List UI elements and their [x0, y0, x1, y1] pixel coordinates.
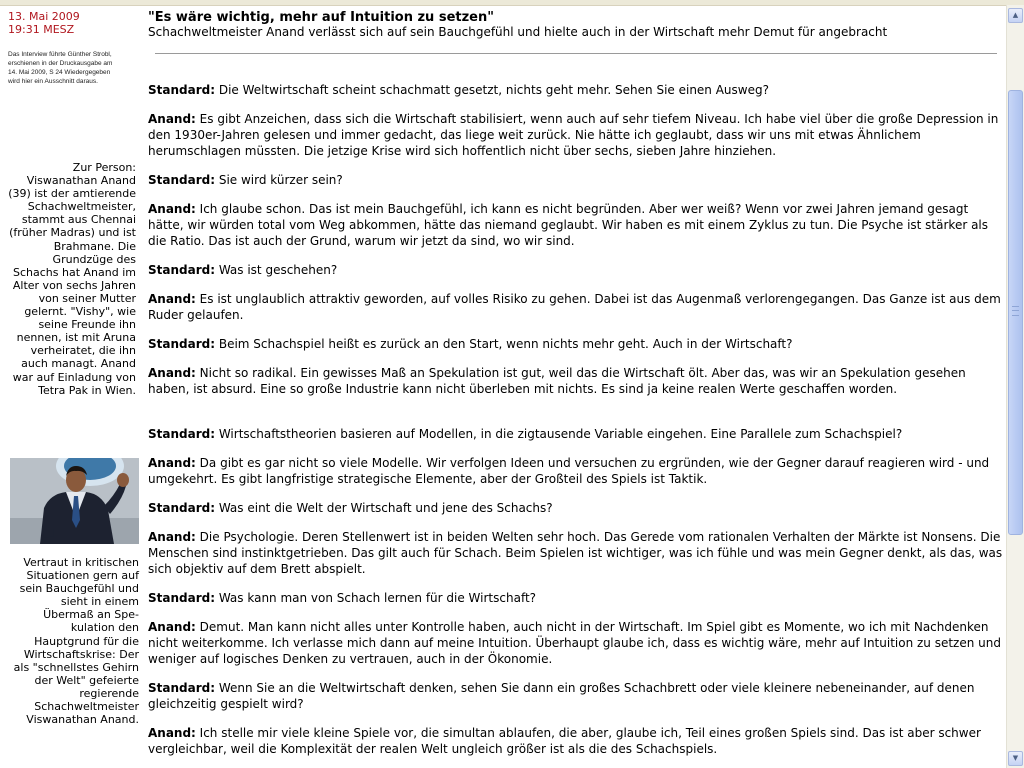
paragraph-text: Ich glaube schon. Das ist mein Bauchgefühl, ich kann es nicht begründen. Aber wer weiß? Wenn vor zwei Jahren jemand gesagt hätte, wir würden total vom Weg abkommen, hätte das niemand geglaubt. Wir haben es mit einem Zyklus zu tun. Die Psyche ist stärker als die Ratio. Das ist auch der Grund, warum wir jetzt da sind, wo wir sind.: [148, 202, 989, 248]
interview-paragraph: [148, 262, 1004, 278]
paragraph-text: Ich stelle mir viele kleine Spiele vor, die simultan ablaufen, die aber, glaube ich, Teil eines großen Spiels sind. Das ist aber schwer vergleichbar, weil die Komplexität der realen Welt ungleich größer ist als die des Schachspiels.: [148, 726, 981, 756]
interview-paragraph: [148, 500, 1004, 516]
speaker-label: Standard:: [148, 83, 216, 97]
speaker-label: Anand:: [148, 112, 196, 126]
scrollbar-thumb[interactable]: [1008, 90, 1023, 535]
paragraph-text: Beim Schachspiel heißt es zurück an den Start, wenn nichts mehr geht. Auch in der Wirtschaft?: [215, 337, 793, 351]
interview-paragraph: [148, 201, 1004, 249]
speaker-label: Anand:: [148, 620, 196, 634]
paragraph-text: Sie wird kürzer sein?: [215, 173, 343, 187]
paragraph-text: Nicht so radikal. Ein gewisses Maß an Spekulation ist gut, weil das die Wirtschaft ölt. Aber das, was wir an Spekulation gesehen haben, ist absurd. Eine so große Industrie kann nicht überleben mit nichts. Es sind ja keine realen Werte geschaffen worden.: [148, 366, 966, 396]
speaker-label: Anand:: [148, 726, 196, 740]
speaker-label: Anand:: [148, 292, 196, 306]
interview-paragraph: [148, 426, 1004, 442]
publish-time: 19:31 MESZ: [8, 23, 75, 36]
person-bio: Zur Person: Viswanathan Anand (39) ist der amtierende Schachweltmeister, stammt aus Chennai (früher Madras) und ist Brahmane. Die Grundzüge des Schachs hat Anand im Alter von sechs Jahren von seiner Mutter gelernt. "Vishy", wie seine Freunde ihn nennen, ist mit Aruna verheiratet, die ihn auch managt. Anand war auf Einladung von Tetra Pak in Wien.: [8, 161, 136, 397]
scroll-down-arrow-icon[interactable]: ▼: [1008, 751, 1023, 766]
publish-date: 13. Mai 2009: [8, 10, 80, 23]
speaker-label: Standard:: [148, 681, 216, 695]
paragraph-text: Was ist geschehen?: [215, 263, 338, 277]
speaker-label: Anand:: [148, 202, 196, 216]
paragraph-text: Demut. Man kann nicht alles unter Kontrolle haben, auch nicht in der Wirtschaft. Im Spiel gibt es Momente, wo ich mit Nachdenken nicht weiterkomme. Ich verlasse mich dann auf meine Intuition. Überhaupt glaube ich, dass es wichtig wäre, mehr auf Intuition zu setzen und weniger auf logisches Denken zu vertrauen, auch in der Ökonomie.: [148, 620, 1001, 666]
anand-photo: [10, 458, 139, 544]
interview-paragraph: [148, 455, 1004, 487]
paragraph-text: Was eint die Welt der Wirtschaft und jene des Schachs?: [215, 501, 553, 515]
paragraph-text: Es ist unglaublich attraktiv geworden, auf volles Risiko zu gehen. Dabei ist das Augenmaß verlorengegangen. Das Ganze ist aus dem Ruder gelaufen.: [148, 292, 1001, 322]
interview-paragraph: [148, 111, 1004, 159]
article: [148, 10, 1004, 756]
paragraph-text: Die Psychologie. Deren Stellenwert ist in beiden Welten sehr hoch. Das Gerede vom rationalen Verhalten der Märkte ist Nonsens. Die Menschen sind instinktgetrieben. Das gilt auch für Schach. Beim Spielen ist wichtiger, was ich fühle und was mein Gegner denkt, als das, was sich objektiv auf dem Brett abspielt.: [148, 530, 1003, 576]
scrollbar-grip-icon: [1012, 306, 1019, 316]
paragraph-text: Wirtschaftstheorien basieren auf Modellen, in die zigtausende Variable eingehen. Eine Parallele zum Schachspiel?: [215, 427, 903, 441]
sidebar: [8, 10, 139, 727]
speaker-label: Standard:: [148, 427, 216, 441]
photo-caption: Vertraut in kritischen Situationen gern auf sein Bauchgefühl und sieht in einem Übermaß an Spe-kulation den Hauptgrund für die Wirtschaftskrise: Der als "schnellstes Gehirn der Welt" gefeierte regierende Schachweltmeister Viswanathan Anand.: [13, 556, 139, 727]
interview-paragraph: [148, 365, 1004, 397]
headline-divider: [155, 53, 997, 54]
source-note: Das Interview führte Günther Strobl, erschienen in der Druckausgabe am 14. Mai 2009, S 24 Wiedergegeben wird hier ein Ausschnitt daraus.: [8, 51, 113, 85]
paragraph-text: Was kann man von Schach lernen für die Wirtschaft?: [215, 591, 537, 605]
interview-paragraph: [148, 172, 1004, 188]
window-top-edge: [0, 0, 1024, 6]
interview-paragraph: [148, 619, 1004, 667]
paragraph-text: Es gibt Anzeichen, dass sich die Wirtschaft stabilisiert, wenn auch auf sehr tiefem Niveau. Ich habe viel über die große Depression in den 1930er-Jahren gelesen und immer gedacht, das liege weit zurück. Nie hätte ich geglaubt, dass wir uns mit etwas Ähnlichem herumschlagen müssten. Die jetzige Krise wird sich hoffentlich nicht über sechs, sieben Jahre hinziehen.: [148, 112, 999, 158]
article-subheadline: Schachweltmeister Anand verlässt sich auf sein Bauchgefühl und hielte auch in der Wirtschaft mehr Demut für angebracht: [148, 25, 888, 39]
speaker-label: Standard:: [148, 501, 216, 515]
speaker-label: Standard:: [148, 591, 216, 605]
speaker-label: Anand:: [148, 530, 196, 544]
speaker-label: Anand:: [148, 456, 196, 470]
interview-paragraph: [148, 82, 1004, 98]
interview-paragraph: [148, 590, 1004, 606]
article-headline: "Es wäre wichtig, mehr auf Intuition zu setzen": [148, 10, 495, 25]
vertical-scrollbar[interactable]: [1006, 5, 1024, 768]
paragraph-text: Die Weltwirtschaft scheint schachmatt gesetzt, nichts geht mehr. Sehen Sie einen Ausweg?: [215, 83, 769, 97]
interview-paragraph: [148, 680, 1004, 712]
scroll-up-arrow-icon[interactable]: ▲: [1008, 8, 1023, 23]
speaker-label: Anand:: [148, 366, 196, 380]
paragraph-text: Da gibt es gar nicht so viele Modelle. Wir verfolgen Ideen und versuchen zu ergründen, wie der Gegner darauf reagieren wird - und umgekehrt. Es gibt langfristige strategische Elemente, aber der Großteil des Spiels ist Taktik.: [148, 456, 990, 486]
speaker-label: Standard:: [148, 173, 216, 187]
anand-photo-illustration: [10, 458, 139, 544]
interview-paragraph: [148, 291, 1004, 323]
speaker-label: Standard:: [148, 263, 216, 277]
interview-paragraph: [148, 336, 1004, 352]
interview-paragraph: [148, 725, 1004, 757]
paragraph-text: Wenn Sie an die Weltwirtschaft denken, sehen Sie dann ein großes Schachbrett oder viele kleinere nebeneinander, auf denen gleichzeitig gespielt wird?: [148, 681, 975, 711]
speaker-label: Standard:: [148, 337, 216, 351]
interview-paragraph: [148, 529, 1004, 577]
